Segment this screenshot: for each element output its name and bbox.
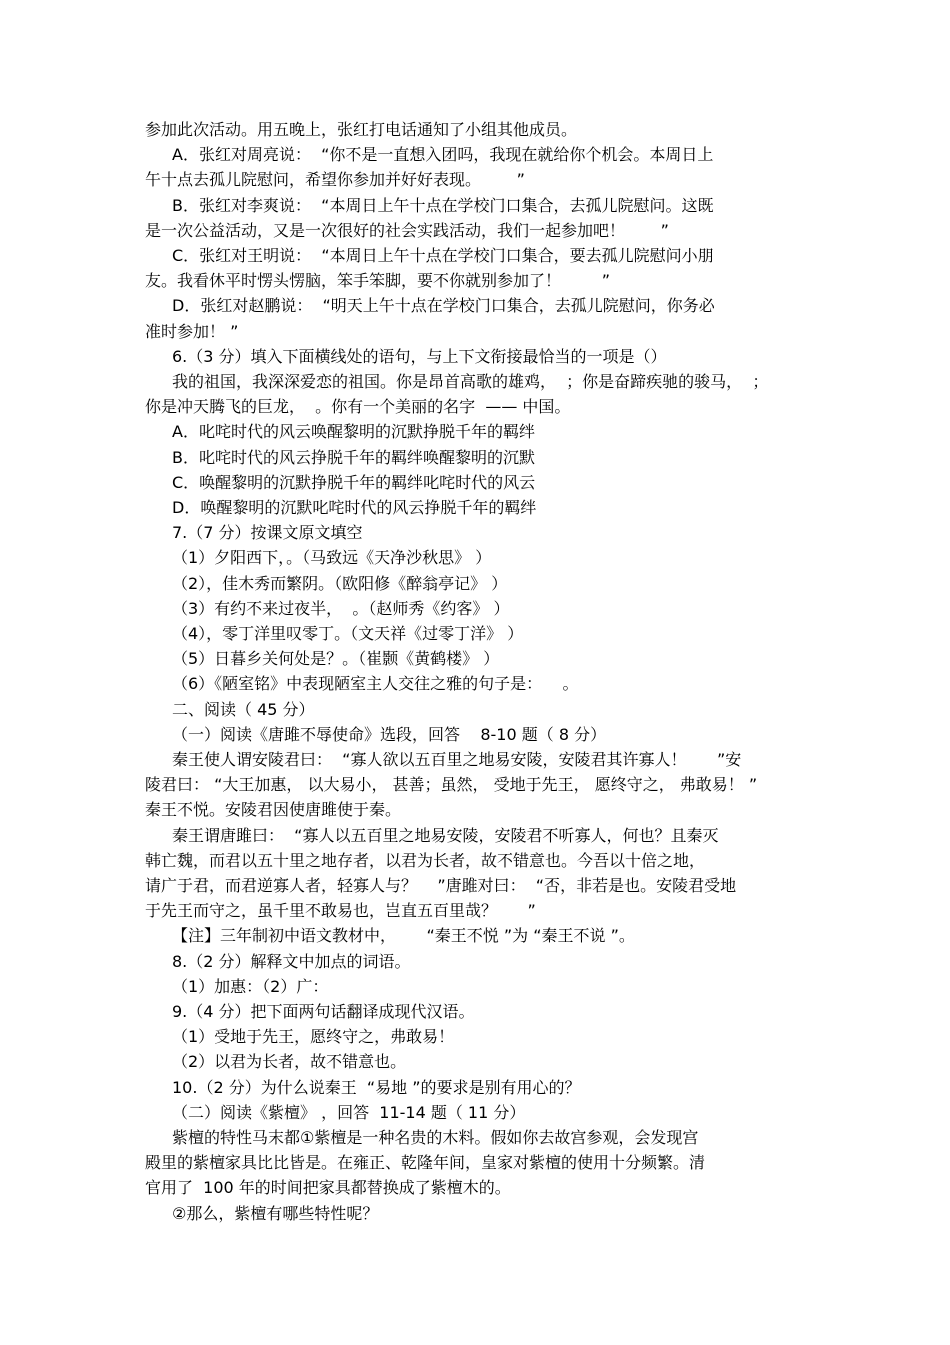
- text-line: 秦王不悦。安陵君因使唐雎使于秦。: [145, 800, 402, 820]
- text-line: （1）加惠：（2）广：: [172, 976, 329, 996]
- text-line: 午十点去孤儿院慰问，希望你参加并好好表现。 ”: [145, 170, 525, 190]
- text-line: 官用了 100 年的时间把家具都替换成了紫檀木的。: [145, 1178, 511, 1198]
- text-line: 于先王而守之，虽千里不敢易也，岂直五百里哉？ ”: [145, 901, 536, 921]
- text-line: A．叱咤时代的风云唤醒黎明的沉默挣脱千年的羁绊: [172, 422, 535, 442]
- text-line: 参加此次活动。用五晚上，张红打电话通知了小组其他成员。: [145, 120, 578, 139]
- text-line: C．唤醒黎明的沉默挣脱千年的羁绊叱咤时代的风云: [172, 472, 536, 492]
- text-line: 秦王谓唐雎曰： “寡人以五百里之地易安陵，安陵君不听寡人，何也？且秦灭: [172, 825, 719, 845]
- text-line: 我的祖国，我深深爱恋的祖国。你是昂首高歌的雄鸡， ；你是奋蹄疾驰的骏马， ；: [172, 372, 769, 391]
- text-line: C．张红对王明说： “本周日上午十点在学校门口集合，要去孤儿院慰问小朋: [172, 246, 714, 265]
- text-line: （4），零丁洋里叹零丁。（文天祥《过零丁洋》 ）: [172, 624, 524, 643]
- text-line: 7.（7 分）按课文原文填空: [172, 523, 363, 543]
- text-line: 殿里的紫檀家具比比皆是。在雍正、乾隆年间，皇家对紫檀的使用十分频繁。清: [145, 1153, 706, 1173]
- text-line: 是一次公益活动，又是一次很好的社会实践活动，我们一起参加吧！ ”: [145, 220, 669, 240]
- text-line: （二）阅读《紫檀》 ，回答 11-14 题（ 11 分）: [172, 1102, 526, 1122]
- text-line: D．唤醒黎明的沉默叱咤时代的风云挣脱千年的羁绊: [172, 498, 537, 517]
- text-line: B．叱咤时代的风云挣脱千年的羁绊唤醒黎明的沉默: [172, 447, 535, 467]
- text-line: 准时参加！ ”: [145, 321, 239, 341]
- text-line: 韩亡魏，而君以五十里之地存者，以君为长者，故不错意也。今吾以十倍之地，: [145, 850, 706, 870]
- text-line: （3）有约不来过夜半， 。（赵师秀《约客》 ）: [172, 598, 510, 618]
- text-line: 紫檀的特性马末都①紫檀是一种名贵的木料。假如你去故宫参观，会发现宫: [172, 1128, 699, 1147]
- text-line: （2）以君为长者，故不错意也。: [172, 1052, 407, 1072]
- text-line: D．张红对赵鹏说： “明天上午十点在学校门口集合，去孤儿院慰问，你务必: [172, 296, 715, 316]
- text-line: （6）《陋室铭》中表现陋室主人交往之雅的句子是： 。: [172, 674, 579, 694]
- text-line: A．张红对周亮说： “你不是一直想入团吗，我现在就给你个机会。本周日上: [172, 145, 714, 165]
- text-line: 你是冲天腾飞的巨龙， 。你有一个美丽的名字 —— 中国。: [145, 397, 571, 417]
- text-line: 二、阅读（ 45 分）: [172, 699, 315, 719]
- text-line: （5）日暮乡关何处是？。（崔颢《黄鹤楼》 ）: [172, 649, 500, 669]
- text-line: 8.（2 分）解释文中加点的词语。: [172, 951, 411, 971]
- text-line: ②那么，紫檀有哪些特性呢？: [172, 1203, 379, 1223]
- text-line: （一）阅读《唐雎不辱使命》选段，回答 8-10 题（ 8 分）: [172, 724, 607, 744]
- text-line: 友。我看休平时愣头愣脑，笨手笨脚，要不你就别参加了！ ”: [145, 271, 610, 291]
- text-line: 9.（4 分）把下面两句话翻译成现代汉语。: [172, 1002, 475, 1021]
- text-line: （2），佳木秀而繁阴。（欧阳修《醉翁亭记》 ）: [172, 573, 508, 593]
- text-line: 【注】三年制初中语文教材中， “秦王不悦 ”为 “秦王不说 ”。: [172, 926, 635, 946]
- text-line: 6.（3 分）填入下面横线处的语句，与上下文衔接最恰当的一项是（）: [172, 346, 667, 366]
- text-line: B．张红对李爽说： “本周日上午十点在学校门口集合，去孤儿院慰问。这既: [172, 195, 714, 215]
- text-line: 10.（2 分）为什么说秦王 “易地 ”的要求是别有用心的？: [172, 1077, 581, 1097]
- text-line: （1）受地于先王，愿终守之，弗敢易！: [172, 1027, 455, 1047]
- text-line: （1）夕阳西下，。（马致远《天净沙秋思》 ）: [172, 548, 492, 568]
- text-line: 陵君曰： “大王加惠， 以大易小， 甚善；虽然， 受地于先王， 愿终守之， 弗敢易！ ”: [145, 775, 758, 795]
- text-line: 请广于君，而君逆寡人者，轻寡人与？ ”唐雎对曰： “否，非若是也。安陵君受地: [145, 876, 737, 895]
- text-line: 秦王使人谓安陵君曰： “寡人欲以五百里之地易安陵，安陵君其许寡人！ ”安: [172, 750, 742, 769]
